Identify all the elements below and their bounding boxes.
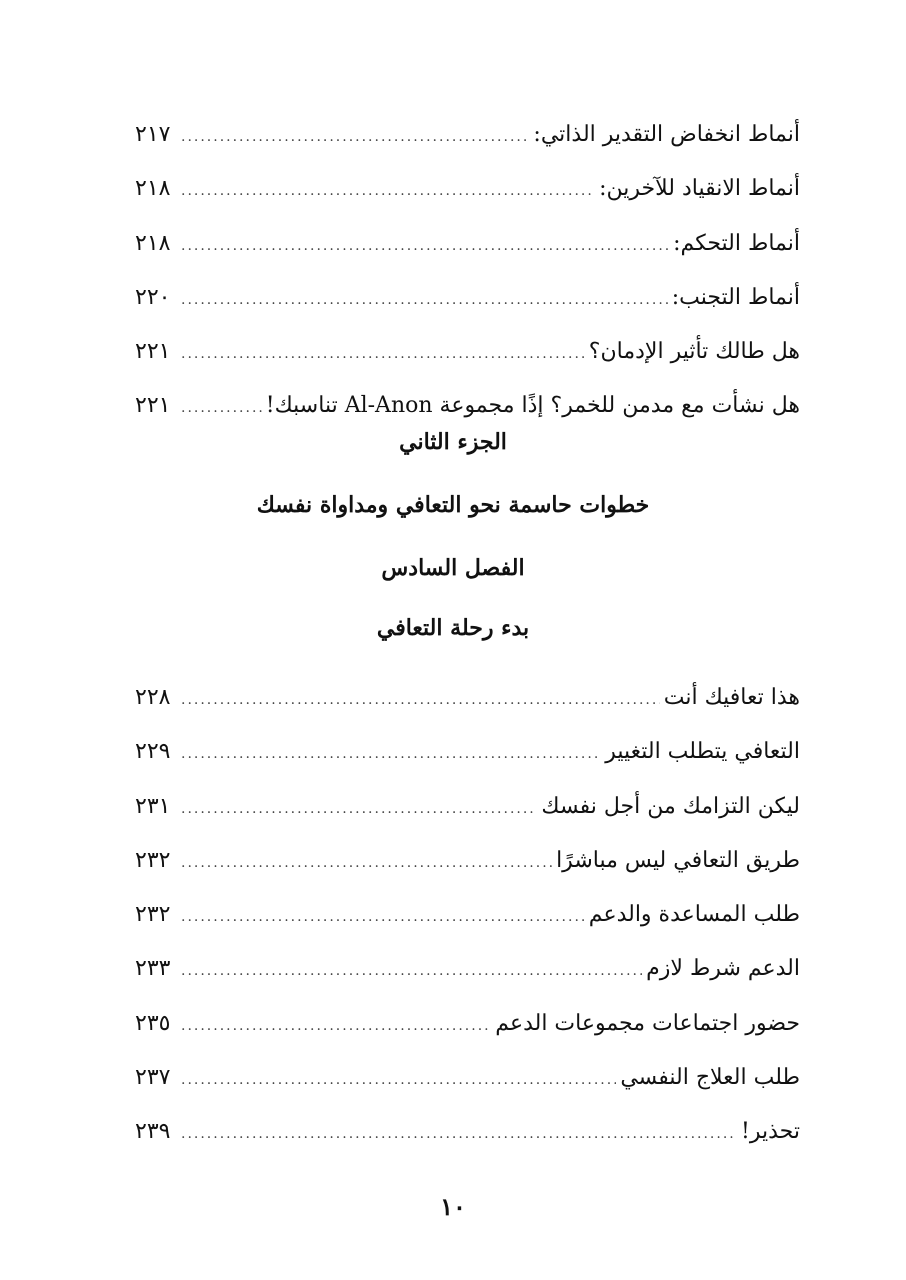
toc-leader-dots: [181, 1053, 616, 1107]
toc-leader-dots: [181, 727, 601, 781]
toc-entry: [135, 725, 800, 779]
toc-leader-dots: [181, 164, 595, 218]
part-title-text: خطوات حاسمة نحو التعافي ومداواة نفسك: [256, 492, 650, 518]
toc-entry-title: هذا تعافيك أنت: [663, 685, 800, 710]
toc-entry-title: طلب المساعدة والدعم: [588, 902, 800, 928]
toc-entry-page: ٢٢٠: [135, 284, 171, 310]
toc-entry-title: أنماط الانقياد للآخرين:: [599, 176, 800, 202]
chapter-heading-text: الفصل السادس: [381, 555, 525, 581]
toc-entry-page: ٢٣١: [135, 793, 171, 819]
toc-entry: [135, 671, 800, 725]
toc-entry: [135, 997, 800, 1051]
toc-entry-page: ٢٢٩: [135, 739, 171, 765]
toc-leader-dots: [181, 890, 585, 944]
toc-entry-page: ٢٣٣: [135, 956, 171, 982]
part-title: [0, 492, 906, 531]
toc-leader-dots: [181, 110, 529, 164]
toc-entry: [135, 108, 800, 162]
toc-entry-title: أنماط التجنب:: [671, 284, 800, 310]
toc-entry-title: الدعم شرط لازم: [646, 956, 800, 982]
toc-entry: [135, 1105, 800, 1159]
toc-entry-title: هل نشأت مع مدمن للخمر؟ إذًا مجموعة Al-Anon تناسبك!: [265, 393, 800, 419]
toc-entry: [135, 271, 800, 325]
toc-entry-title: حضور اجتماعات مجموعات الدعم: [495, 1010, 800, 1036]
toc-entry-page: ٢٢١: [135, 393, 171, 419]
toc-entry: [135, 780, 800, 834]
toc-entry-title: أنماط التحكم:: [673, 230, 800, 256]
toc-entry: [135, 1051, 800, 1105]
toc-leader-dots: [181, 999, 491, 1053]
toc-entry-title: التعافي يتطلب التغيير: [605, 739, 800, 765]
toc-list-chapter-six: [135, 671, 800, 1160]
toc-entry: [135, 217, 800, 271]
toc-entry: [135, 379, 800, 433]
toc-entry-page: ٢١٨: [135, 176, 171, 202]
toc-entry-page: ٢٢٨: [135, 685, 171, 710]
toc-entry-title: طلب العلاج النفسي: [620, 1065, 800, 1091]
toc-entry-title: تحذير!: [741, 1119, 800, 1145]
toc-leader-dots: [181, 219, 669, 273]
toc-entry: [135, 942, 800, 996]
toc-leader-dots: [181, 836, 552, 890]
toc-entry: [135, 162, 800, 216]
toc-entry-page: ٢٣٥: [135, 1010, 171, 1036]
chapter-title: [0, 615, 906, 654]
toc-leader-dots: [181, 1107, 737, 1161]
toc-entry-page: ٢١٨: [135, 230, 171, 256]
toc-leader-dots: [181, 327, 585, 381]
toc-entry-page: ٢٣٢: [135, 902, 171, 928]
toc-entry-title: هل طالك تأثير الإدمان؟: [588, 339, 800, 365]
toc-leader-dots: [181, 944, 642, 998]
toc-list-part-one: [135, 108, 800, 434]
chapter-title-text: بدء رحلة التعافي: [376, 615, 530, 641]
page-number: ١٠: [440, 1192, 466, 1221]
toc-entry: [135, 888, 800, 942]
toc-entry-title: أنماط انخفاض التقدير الذاتي:: [533, 122, 800, 147]
toc-leader-dots: [181, 782, 537, 836]
part-heading: [0, 429, 906, 468]
toc-entry-page: ٢٢١: [135, 339, 171, 365]
toc-entry-title: طريق التعافي ليس مباشرًا: [556, 847, 800, 873]
toc-entry-page: ٢٣٩: [135, 1119, 171, 1145]
toc-entry-title: ليكن التزامك من أجل نفسك: [541, 793, 800, 819]
part-heading-text: الجزء الثاني: [399, 429, 507, 455]
chapter-heading: [0, 555, 906, 594]
toc-entry-page: ٢١٧: [135, 122, 171, 147]
toc-entry: [135, 325, 800, 379]
toc-leader-dots: [181, 273, 668, 327]
toc-entry-page: ٢٣٧: [135, 1065, 171, 1091]
toc-leader-dots: [181, 381, 262, 435]
toc-entry: [135, 834, 800, 888]
toc-leader-dots: [181, 673, 660, 727]
toc-entry-page: ٢٣٢: [135, 847, 171, 873]
